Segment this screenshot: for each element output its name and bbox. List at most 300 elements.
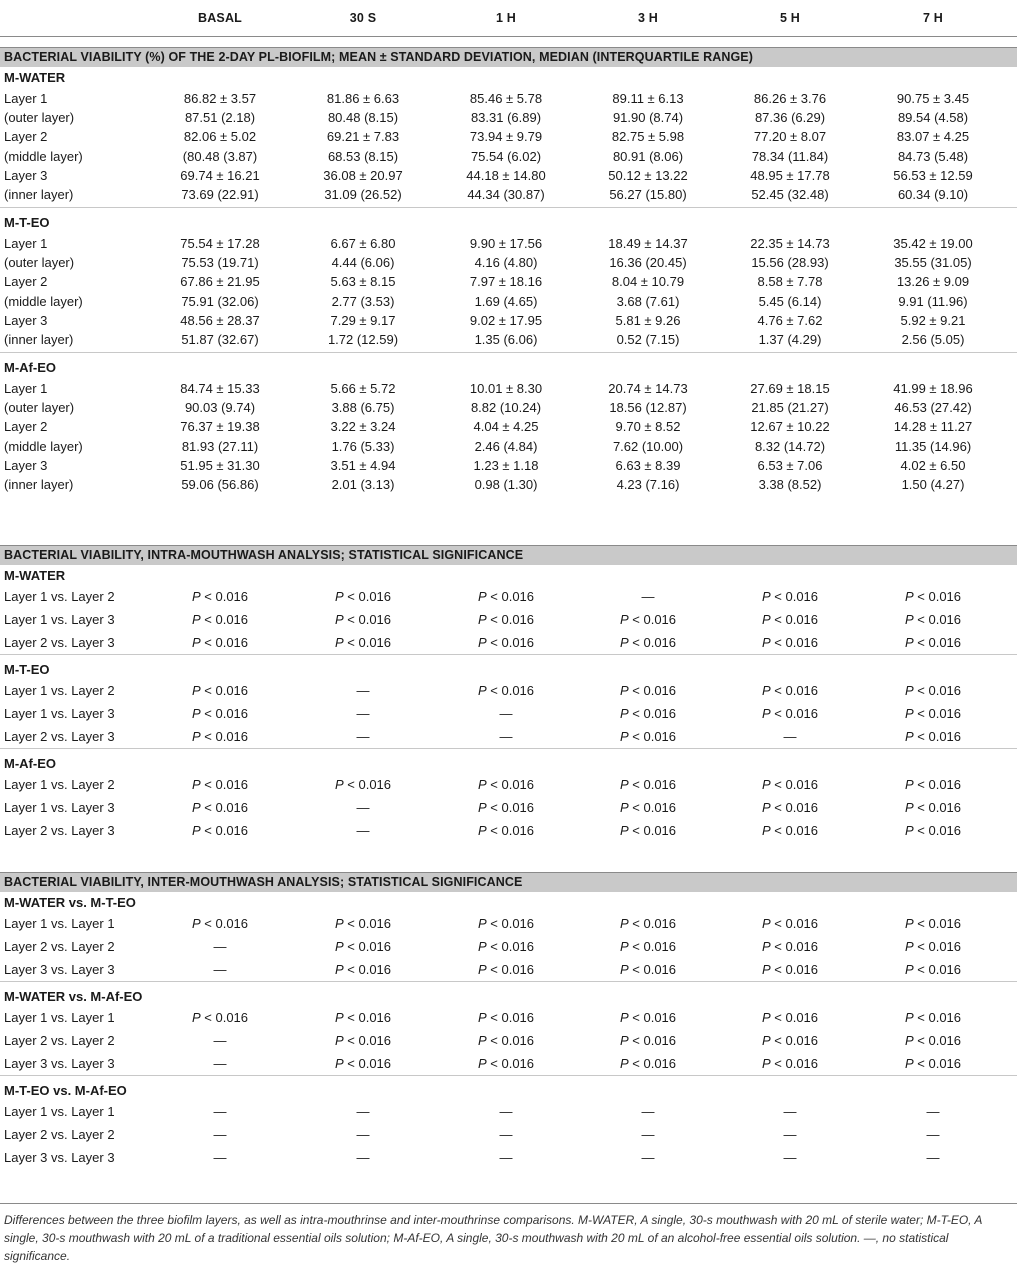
table-cell: P < 0.016 [761, 1056, 819, 1071]
table-cell: 52.45 (32.48) [751, 187, 829, 202]
table-cell: — [641, 1104, 655, 1119]
table-cell: 5.63 ± 8.15 [330, 274, 396, 290]
table-row [0, 589, 1017, 609]
row-label: Layer 2 [4, 274, 48, 290]
table-cell: P < 0.016 [904, 612, 962, 627]
table-row [0, 313, 1017, 333]
table-cell: — [213, 1104, 227, 1119]
table-cell: — [926, 1104, 940, 1119]
group-divider [0, 981, 1017, 982]
table-cell: 8.58 ± 7.78 [757, 274, 823, 290]
table-cell: P < 0.016 [334, 939, 392, 954]
row-label: Layer 3 vs. Layer 3 [4, 962, 115, 977]
table-cell: P < 0.016 [619, 800, 677, 815]
table-cell: 41.99 ± 18.96 [893, 381, 973, 396]
row-label: (inner layer) [4, 332, 74, 347]
table-cell: 21.85 (21.27) [751, 400, 829, 416]
table-cell: P < 0.016 [619, 635, 677, 650]
table-cell: P < 0.016 [619, 612, 677, 627]
table-cell: — [641, 1150, 655, 1165]
table-cell: 10.01 ± 8.30 [469, 381, 543, 396]
table-cell: 3.51 ± 4.94 [330, 457, 396, 473]
header-divider [0, 36, 1017, 37]
row-label: Layer 1 vs. Layer 3 [4, 800, 115, 815]
table-cell: 0.98 (1.30) [474, 477, 538, 492]
table-cell: 86.82 ± 3.57 [183, 91, 257, 106]
row-label: (middle layer) [4, 438, 83, 454]
group-divider [0, 1075, 1017, 1076]
table-cell: P < 0.016 [619, 777, 677, 792]
table-cell: P < 0.016 [619, 729, 677, 744]
table-cell: P < 0.016 [191, 777, 249, 792]
table-cell: — [356, 729, 370, 744]
table-cell: 4.04 ± 4.25 [473, 419, 539, 435]
table-cell: 90.75 ± 3.45 [896, 91, 970, 106]
table-bottom-rule [0, 1203, 1017, 1204]
row-label: Layer 1 [4, 381, 48, 396]
table-cell: — [213, 939, 227, 954]
table-cell: — [356, 1150, 370, 1165]
table-cell: P < 0.016 [191, 823, 249, 838]
table-cell: 84.73 (5.48) [897, 148, 969, 164]
table-cell: 22.35 ± 14.73 [750, 236, 830, 251]
column-header-5h: 5 H [779, 11, 801, 25]
table-cell: 1.76 (5.33) [331, 438, 395, 454]
table-row [0, 381, 1017, 401]
table-cell: P < 0.016 [191, 1010, 249, 1025]
table-cell: 82.06 ± 5.02 [183, 129, 257, 145]
table-cell: — [213, 1033, 227, 1048]
table-cell: 4.02 ± 6.50 [900, 457, 966, 473]
column-header-3h: 3 H [637, 11, 659, 25]
row-label: Layer 3 [4, 457, 48, 473]
table-cell: 2.56 (5.05) [901, 332, 965, 347]
table-cell: 13.26 ± 9.09 [896, 274, 970, 290]
table-cell: 27.69 ± 18.15 [750, 381, 830, 396]
row-label: Layer 1 vs. Layer 1 [4, 1010, 115, 1025]
table-row [0, 400, 1017, 420]
table-cell: P < 0.016 [904, 1010, 962, 1025]
table-cell: 2.01 (3.13) [331, 477, 395, 492]
table-cell: 0.52 (7.15) [616, 332, 680, 347]
table-cell: 1.35 (6.06) [474, 332, 538, 347]
table-cell: 84.74 ± 15.33 [180, 381, 260, 396]
table-footnote: Differences between the three biofilm layers, as well as intra-mouthrinse and inter-mouthrinse comparisons. M-WATER, A single, 30-s mouthwash with 20 mL of sterile water; M-T-EO, A single, 30-s mouthwash with 20 mL of a traditional essential oils solution; M-Af-EO, A single, 30-s mouthwash with 20 mL of an alcohol-free essential oils solution. —, no statistical significance. [4, 1213, 982, 1263]
row-label: (inner layer) [4, 187, 74, 202]
group-divider [0, 654, 1017, 655]
table-cell: P < 0.016 [477, 962, 535, 977]
table-cell: — [213, 1150, 227, 1165]
table-cell: 56.53 ± 12.59 [893, 167, 973, 183]
table-cell: P < 0.016 [334, 589, 392, 604]
table-row [0, 729, 1017, 749]
table-cell: P < 0.016 [761, 1033, 819, 1048]
table-cell: 51.95 ± 31.30 [180, 457, 260, 473]
table-cell: 67.86 ± 21.95 [180, 274, 260, 290]
table-cell: P < 0.016 [904, 800, 962, 815]
table-cell: P < 0.016 [619, 823, 677, 838]
table-row [0, 1127, 1017, 1147]
table-cell: P < 0.016 [904, 683, 962, 698]
group-divider [0, 207, 1017, 208]
group-title: M-WATER [4, 568, 66, 583]
table-row [0, 916, 1017, 936]
table-row [0, 91, 1017, 111]
table-cell: P < 0.016 [904, 939, 962, 954]
row-label: Layer 1 vs. Layer 1 [4, 1104, 115, 1119]
table-cell: — [213, 1056, 227, 1071]
table-cell: P < 0.016 [904, 635, 962, 650]
table-cell: P < 0.016 [477, 939, 535, 954]
table-cell: 12.67 ± 10.22 [750, 419, 830, 435]
table-cell: — [213, 1127, 227, 1142]
table-cell: P < 0.016 [904, 706, 962, 721]
table-cell: 9.91 (11.96) [898, 293, 968, 309]
table-cell: P < 0.016 [761, 800, 819, 815]
table-cell: — [213, 962, 227, 977]
table-cell: P < 0.016 [761, 589, 819, 604]
table-cell: 76.37 ± 19.38 [180, 419, 260, 435]
table-cell: 90.03 (9.74) [184, 400, 256, 416]
table-cell: 78.34 (11.84) [751, 148, 829, 164]
table-cell: P < 0.016 [334, 916, 392, 931]
table-row [0, 1104, 1017, 1124]
table-cell: — [641, 1127, 655, 1142]
table-cell: 73.94 ± 9.79 [469, 129, 543, 145]
column-header-7h: 7 H [922, 11, 944, 25]
row-label: Layer 3 [4, 312, 48, 328]
row-label: (outer layer) [4, 110, 75, 126]
table-row [0, 800, 1017, 820]
group-title: M-Af-EO [4, 756, 56, 771]
row-label: Layer 1 [4, 91, 48, 106]
table-row [0, 332, 1017, 352]
table-cell: — [499, 1104, 513, 1119]
table-cell: P < 0.016 [477, 612, 535, 627]
table-cell: 11.35 (14.96) [894, 438, 972, 454]
table-cell: 89.54 (4.58) [897, 110, 969, 126]
section-heading: BACTERIAL VIABILITY, INTER-MOUTHWASH ANALYSIS; STATISTICAL SIGNIFICANCE [0, 873, 1017, 892]
table-row [0, 962, 1017, 982]
group-title: M-T-EO [4, 662, 50, 677]
table-cell: P < 0.016 [477, 800, 535, 815]
table-cell: 44.18 ± 14.80 [466, 167, 546, 183]
table-cell: 75.53 (19.71) [181, 255, 259, 271]
table-cell: 68.53 (8.15) [327, 148, 399, 164]
table-cell: 5.81 ± 9.26 [615, 312, 681, 328]
table-cell: P < 0.016 [619, 939, 677, 954]
row-label: Layer 1 [4, 236, 48, 251]
group-title: M-Af-EO [4, 360, 56, 375]
row-label: (middle layer) [4, 293, 83, 309]
section-heading: BACTERIAL VIABILITY (%) OF THE 2-DAY PL-BIOFILM; MEAN ± STANDARD DEVIATION, MEDIAN (INTERQUARTILE RANGE) [0, 48, 1017, 67]
table-cell: P < 0.016 [191, 706, 249, 721]
table-cell: P < 0.016 [619, 1010, 677, 1025]
table-cell: 16.36 (20.45) [609, 255, 687, 271]
table-cell: 59.06 (56.86) [181, 477, 259, 492]
table-cell: P < 0.016 [619, 916, 677, 931]
table-cell: P < 0.016 [619, 1056, 677, 1071]
table-cell: — [356, 1127, 370, 1142]
table-cell: 86.26 ± 3.76 [753, 91, 827, 106]
table-cell: 1.23 ± 1.18 [473, 457, 539, 473]
group-title: M-WATER vs. M-T-EO [4, 895, 136, 910]
table-cell: P < 0.016 [904, 823, 962, 838]
table-row [0, 439, 1017, 459]
row-label: (outer layer) [4, 255, 75, 271]
group-divider [0, 748, 1017, 749]
group-title: M-T-EO vs. M-Af-EO [4, 1083, 127, 1098]
table-cell: 4.44 (6.06) [331, 255, 395, 271]
table-cell: 2.46 (4.84) [474, 438, 538, 454]
table-cell: 56.27 (15.80) [609, 187, 687, 202]
column-header-basal: BASAL [197, 11, 243, 25]
table-cell: 73.69 (22.91) [181, 187, 259, 202]
table-cell: 35.42 ± 19.00 [893, 236, 973, 251]
table-cell: 7.97 ± 18.16 [469, 274, 543, 290]
table-cell: — [356, 706, 370, 721]
table-cell: P < 0.016 [904, 589, 962, 604]
table-cell: 1.72 (12.59) [327, 332, 399, 347]
table-cell: 75.54 (6.02) [470, 148, 542, 164]
table-cell: P < 0.016 [619, 683, 677, 698]
table-cell: P < 0.016 [334, 777, 392, 792]
table-cell: 77.20 ± 8.07 [753, 129, 827, 145]
table-cell: 1.37 (4.29) [758, 332, 822, 347]
table-row [0, 939, 1017, 959]
table-cell: 9.70 ± 8.52 [615, 419, 681, 435]
table-cell: — [356, 683, 370, 698]
table-cell: 87.51 (2.18) [184, 110, 256, 126]
table-row [0, 823, 1017, 843]
table-cell: P < 0.016 [761, 939, 819, 954]
row-label: Layer 2 [4, 129, 48, 145]
table-cell: P < 0.016 [477, 916, 535, 931]
table-cell: P < 0.016 [904, 916, 962, 931]
table-cell: 3.38 (8.52) [758, 477, 822, 492]
table-cell: 89.11 ± 6.13 [612, 91, 684, 106]
table-row [0, 168, 1017, 188]
table-cell: P < 0.016 [477, 1010, 535, 1025]
table-header [0, 0, 1017, 36]
table-cell: 82.75 ± 5.98 [611, 129, 685, 145]
table-cell: 48.95 ± 17.78 [750, 167, 830, 183]
table-row [0, 149, 1017, 169]
table-cell: 69.74 ± 16.21 [180, 167, 260, 183]
row-label: Layer 3 vs. Layer 3 [4, 1150, 115, 1165]
table-cell: 85.46 ± 5.78 [469, 91, 543, 106]
table-cell: 9.02 ± 17.95 [469, 312, 543, 328]
table-cell: P < 0.016 [191, 683, 249, 698]
row-label: Layer 2 vs. Layer 3 [4, 823, 115, 838]
table-cell: P < 0.016 [191, 612, 249, 627]
table-cell: — [926, 1150, 940, 1165]
table-cell: 3.22 ± 3.24 [330, 419, 396, 435]
table-cell: P < 0.016 [904, 777, 962, 792]
table-cell: P < 0.016 [761, 1010, 819, 1025]
table-row [0, 294, 1017, 314]
group-title: M-T-EO [4, 215, 50, 230]
table-cell: 44.34 (30.87) [467, 187, 545, 202]
table-row [0, 236, 1017, 256]
table-cell: 6.63 ± 8.39 [615, 457, 681, 473]
table-cell: — [499, 1150, 513, 1165]
table-cell: — [356, 800, 370, 815]
table-cell: P < 0.016 [334, 1056, 392, 1071]
table-cell: 6.53 ± 7.06 [757, 457, 823, 473]
table-cell: P < 0.016 [334, 1010, 392, 1025]
table-cell: P < 0.016 [191, 589, 249, 604]
table-cell: (80.48 (3.87) [182, 148, 258, 164]
table-cell: 4.23 (7.16) [616, 477, 680, 492]
table-cell: 18.49 ± 14.37 [608, 236, 688, 251]
table-row [0, 477, 1017, 497]
row-label: (inner layer) [4, 477, 74, 492]
table-cell: P < 0.016 [477, 683, 535, 698]
table-cell: P < 0.016 [191, 800, 249, 815]
table-cell: 35.55 (31.05) [894, 255, 972, 271]
table-cell: P < 0.016 [619, 1033, 677, 1048]
row-label: Layer 2 vs. Layer 3 [4, 729, 115, 744]
table-cell: 4.16 (4.80) [474, 255, 538, 271]
table-cell: 87.36 (6.29) [754, 110, 826, 126]
row-label: Layer 1 vs. Layer 2 [4, 589, 115, 604]
row-label: Layer 3 [4, 167, 48, 183]
table-cell: P < 0.016 [761, 683, 819, 698]
table-cell: P < 0.016 [334, 962, 392, 977]
table-cell: 50.12 ± 13.22 [608, 167, 688, 183]
table-cell: 4.76 ± 7.62 [757, 312, 823, 328]
table-cell: P < 0.016 [904, 729, 962, 744]
table-cell: P < 0.016 [191, 729, 249, 744]
row-label: Layer 1 vs. Layer 3 [4, 706, 115, 721]
table-cell: — [641, 589, 655, 604]
table-cell: P < 0.016 [619, 962, 677, 977]
table-cell: 15.56 (28.93) [751, 255, 829, 271]
table-cell: 75.54 ± 17.28 [180, 236, 260, 251]
table-cell: 36.08 ± 20.97 [323, 167, 403, 183]
table-cell: P < 0.016 [191, 635, 249, 650]
table-cell: 3.88 (6.75) [331, 400, 395, 416]
table-cell: P < 0.016 [191, 916, 249, 931]
table-cell: P < 0.016 [904, 1033, 962, 1048]
table-cell: P < 0.016 [477, 1056, 535, 1071]
table-row [0, 129, 1017, 149]
table-cell: 80.91 (8.06) [612, 148, 684, 164]
table-cell: P < 0.016 [619, 706, 677, 721]
table-cell: 7.29 ± 9.17 [330, 312, 396, 328]
table-row [0, 255, 1017, 275]
table-cell: P < 0.016 [761, 777, 819, 792]
table-cell: 14.28 ± 11.27 [893, 419, 973, 435]
row-label: Layer 2 vs. Layer 2 [4, 1033, 115, 1048]
table-cell: 8.04 ± 10.79 [611, 274, 685, 290]
table-cell: 80.48 (8.15) [327, 110, 399, 126]
table-cell: 1.50 (4.27) [901, 477, 965, 492]
table-cell: P < 0.016 [761, 612, 819, 627]
row-label: Layer 2 vs. Layer 2 [4, 1127, 115, 1142]
table-row [0, 419, 1017, 439]
table-cell: P < 0.016 [477, 635, 535, 650]
table-row [0, 274, 1017, 294]
column-header-1h: 1 H [495, 11, 517, 25]
table-cell: — [783, 1150, 797, 1165]
table-cell: 48.56 ± 28.37 [180, 312, 260, 328]
table-cell: — [783, 729, 797, 744]
table-cell: P < 0.016 [761, 635, 819, 650]
row-label: Layer 1 vs. Layer 2 [4, 777, 115, 792]
table-cell: 69.21 ± 7.83 [326, 129, 400, 145]
table-cell: 31.09 (26.52) [324, 187, 402, 202]
table-cell: 8.32 (14.72) [754, 438, 826, 454]
table-row [0, 612, 1017, 632]
table-cell: P < 0.016 [477, 777, 535, 792]
table-cell: P < 0.016 [334, 1033, 392, 1048]
table-cell: 5.66 ± 5.72 [330, 381, 396, 396]
table-cell: 91.90 (8.74) [612, 110, 684, 126]
table-cell: 7.62 (10.00) [612, 438, 684, 454]
table-row [0, 110, 1017, 130]
table-cell: P < 0.016 [477, 823, 535, 838]
table-cell: — [499, 1127, 513, 1142]
group-title: M-WATER [4, 70, 66, 85]
row-label: Layer 1 vs. Layer 2 [4, 683, 115, 698]
table-row [0, 187, 1017, 207]
table-cell: 8.82 (10.24) [470, 400, 542, 416]
table-cell: — [356, 1104, 370, 1119]
table-cell: P < 0.016 [761, 706, 819, 721]
row-label: Layer 1 vs. Layer 1 [4, 916, 115, 931]
table-cell: 51.87 (32.67) [181, 332, 259, 347]
table-row [0, 683, 1017, 703]
table-cell: 1.69 (4.65) [474, 293, 538, 309]
table-cell: 81.93 (27.11) [181, 438, 259, 454]
table-cell: 83.31 (6.89) [470, 110, 542, 126]
row-label: Layer 2 [4, 419, 48, 435]
table-row [0, 635, 1017, 655]
table-row [0, 1010, 1017, 1030]
group-title: M-WATER vs. M-Af-EO [4, 989, 143, 1004]
table-cell: P < 0.016 [761, 962, 819, 977]
table-cell: P < 0.016 [761, 823, 819, 838]
row-label: (outer layer) [4, 400, 75, 416]
table-cell: 18.56 (12.87) [609, 400, 687, 416]
table-cell: 60.34 (9.10) [897, 187, 969, 202]
table-cell: 6.67 ± 6.80 [330, 236, 396, 251]
column-header-30s: 30 S [349, 11, 377, 25]
table-cell: P < 0.016 [477, 1033, 535, 1048]
table-cell: 46.53 (27.42) [894, 400, 972, 416]
table-row [0, 777, 1017, 797]
table-cell: — [499, 729, 513, 744]
table-cell: P < 0.016 [904, 1056, 962, 1071]
table-cell: 5.45 (6.14) [758, 293, 822, 309]
table-row [0, 458, 1017, 478]
group-divider [0, 352, 1017, 353]
table-row [0, 1033, 1017, 1053]
table-cell: — [499, 706, 513, 721]
row-label: Layer 1 vs. Layer 3 [4, 612, 115, 627]
table-cell: 2.77 (3.53) [331, 293, 395, 309]
table-row [0, 1150, 1017, 1170]
table-cell: 9.90 ± 17.56 [469, 236, 543, 251]
table-cell: 75.91 (32.06) [181, 293, 259, 309]
table-cell: 5.92 ± 9.21 [900, 312, 966, 328]
table-cell: — [783, 1127, 797, 1142]
table-cell: — [783, 1104, 797, 1119]
table-cell: — [926, 1127, 940, 1142]
table-cell: P < 0.016 [904, 962, 962, 977]
